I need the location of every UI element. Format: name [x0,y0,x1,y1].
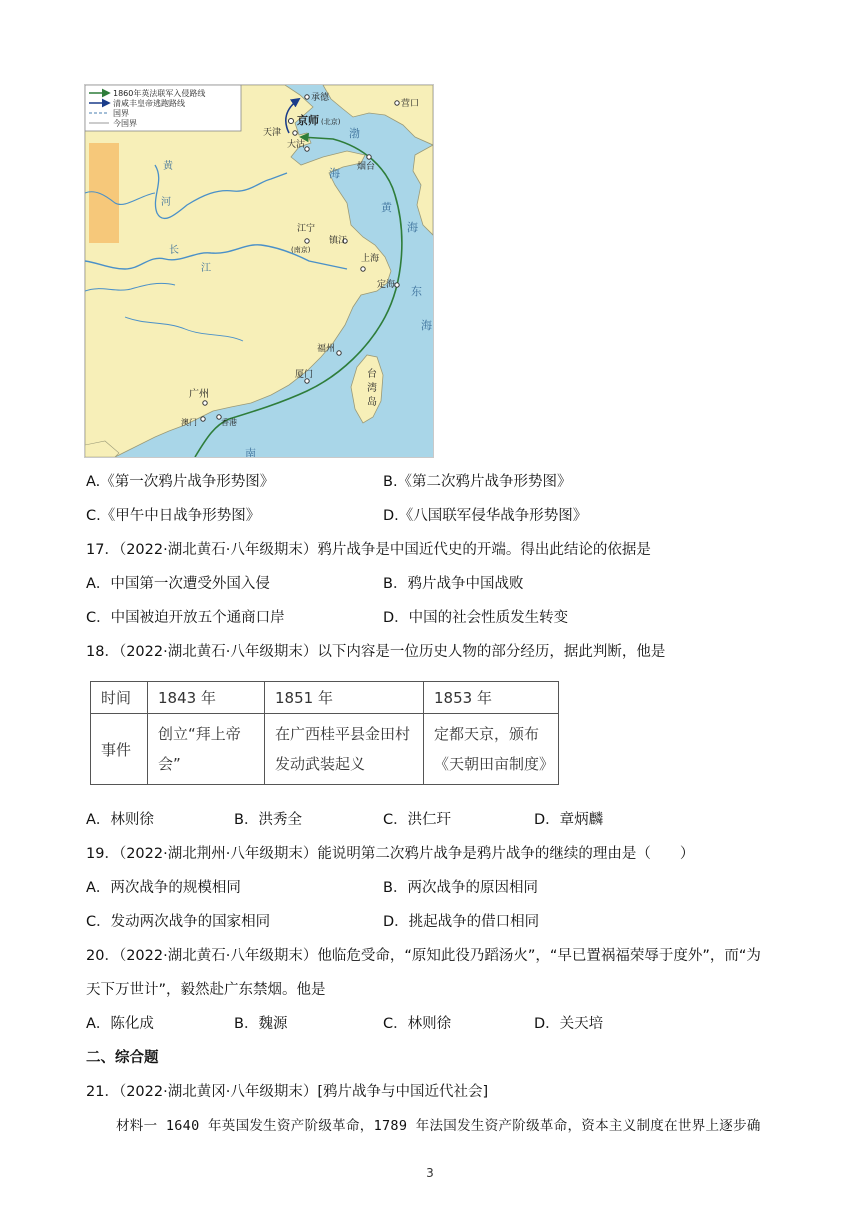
label-jiangning: 江宁 [297,224,316,234]
q18-option-b: B．洪秀全 [234,812,302,828]
cell-1851-line1: 在广西桂平县金田村 [275,725,411,743]
cell-1853-line1: 定都天京，颁布 [434,725,540,743]
q20-option-c: C．林则徐 [383,1016,452,1032]
table-cell-1851 [265,714,424,785]
dagu-dot [305,147,309,151]
q19-option-d: D．挑起战争的借口相同 [383,914,540,930]
label-hai-3: 海 [421,319,432,332]
q16-option-b: B.《第二次鸦片战争形势图》 [383,474,572,490]
label-fuzhou: 福州 [317,344,336,354]
label-aomen: 澳门 [181,418,197,427]
label-yingkou: 营口 [401,99,420,109]
q20-stem-line2: 天下万世计”，毅然赴广东禁烟。他是 [86,982,326,998]
q17-option-a: A．中国第一次遭受外国入侵 [86,576,270,592]
q16-option-c: C.《甲午中日战争形势图》 [86,508,261,524]
q19-stem: 19．（2022·湖北荆州·八年级期末）能说明第二次鸦片战争是鸦片战争的继续的理由是（ ） [86,846,695,862]
q16-option-d: D.《八国联军侵华战争形势图》 [383,508,588,524]
label-taiwan-2: 湾 [367,383,377,394]
label-bo: 渤 [349,127,360,140]
label-river-huang: 黄 [163,161,173,172]
q17-option-c: C．中国被迫开放五个通商口岸 [86,610,285,626]
legend-label-border: 国界 [113,109,129,118]
label-xianggang: 香港 [221,418,237,427]
cell-1843-line1: 创立“拜上帝 [158,725,241,743]
legend-label-modern-border: 今国界 [113,119,137,128]
label-xiamen: 厦门 [295,370,314,380]
jiangning-dot [305,239,309,243]
table-row [91,714,559,785]
jingshi-dot [289,119,294,124]
table-row-label: 事件 [91,714,148,785]
cell-1851-line2: 发动武装起义 [275,755,366,773]
q20-option-a: A．陈化成 [86,1016,154,1032]
label-river-he: 河 [161,197,171,208]
label-dagu: 大沽 [287,140,306,150]
label-chengde: 承德 [311,93,330,103]
label-hai-1: 海 [329,167,340,180]
cell-1853-line2: 《天朝田亩制度》 [434,755,555,773]
q20-stem-line1: 20．（2022·湖北黄石·八年级期末）他临危受命，“原知此役乃蹈汤火”，“早已置祸福荣辱于度外”，而“为 [86,948,761,964]
page-number: 3 [426,1166,434,1180]
legend-swatch-box [89,143,119,243]
section-heading: 二、综合题 [86,1050,159,1066]
legend-label-invasion: 1860年英法联军入侵路线 [113,89,206,98]
tianjin-dot [293,131,297,135]
label-hai-2: 海 [407,221,418,234]
q19-option-c: C．发动两次战争的国家相同 [86,914,271,930]
label-nanjing-note: (南京) [291,246,311,254]
label-huang-sea: 黄 [381,201,392,214]
table-cell-1853 [424,714,559,785]
q16-option-a: A.《第一次鸦片战争形势图》 [86,474,275,490]
table-header-1843: 1843 年 [148,682,265,714]
table-header-row [91,682,559,714]
guangzhou-dot [203,401,207,405]
q17-stem: 17．（2022·湖北黄石·八年级期末）鸦片战争是中国近代史的开端。得出此结论的依据是 [86,542,651,558]
legend-label-flight: 清咸丰皇帝逃跑路线 [113,99,185,108]
yingkou-dot [395,101,399,105]
q17-option-d: D．中国的社会性质发生转变 [383,610,569,626]
label-taiwan-3: 岛 [367,397,377,408]
q20-option-b: B．魏源 [234,1016,288,1032]
label-guangzhou: 广州 [189,389,209,400]
label-dinghai: 定海 [377,280,396,290]
label-river-jiang: 江 [201,263,211,274]
table-header-1853: 1853 年 [424,682,559,714]
label-shanghai: 上海 [361,254,380,264]
table-header-1851: 1851 年 [265,682,424,714]
table-cell-1843 [148,714,265,785]
q21-material-one: 材料一 1640 年英国发生资产阶级革命，1789 年法国发生资产阶级革命，资本主义制度在世界上逐步确 [116,1118,761,1134]
q18-stem: 18．（2022·湖北黄石·八年级期末）以下内容是一位历史人物的部分经历，据此判断，他是 [86,644,666,660]
q18-option-d: D．章炳麟 [534,812,604,828]
label-yantai: 烟台 [357,162,376,172]
label-tianjin: 天津 [263,128,282,138]
label-river-chang: 长 [169,245,179,256]
chengde-dot [305,95,309,99]
table-header-time: 时间 [91,682,148,714]
q21-stem: 21．（2022·湖北黄冈·八年级期末）[鸦片战争与中国近代社会] [86,1084,489,1100]
label-dong: 东 [411,285,422,298]
q17-option-b: B．鸦片战争中国战败 [383,576,524,592]
label-jingshi: 京师 [297,114,319,127]
label-beijing-note: (北京) [321,118,341,126]
label-zhenjiang: 镇江 [329,236,348,246]
q18-table [90,681,559,785]
q19-option-a: A．两次战争的规模相同 [86,880,241,896]
aomen-dot [201,417,205,421]
shanghai-dot [361,267,365,271]
dinghai-dot [395,283,399,287]
q19-option-b: B．两次战争的原因相同 [383,880,538,896]
q18-option-a: A．林则徐 [86,812,154,828]
q20-option-d: D．关天培 [534,1016,604,1032]
yantai-dot [367,155,371,159]
q18-option-c: C．洪仁玕 [383,812,452,828]
label-taiwan-1: 台 [367,369,377,380]
war-situation-map [84,84,434,458]
fuzhou-dot [337,351,341,355]
cell-1843-line2: 会” [158,755,181,773]
label-nan: 南 [245,447,256,457]
